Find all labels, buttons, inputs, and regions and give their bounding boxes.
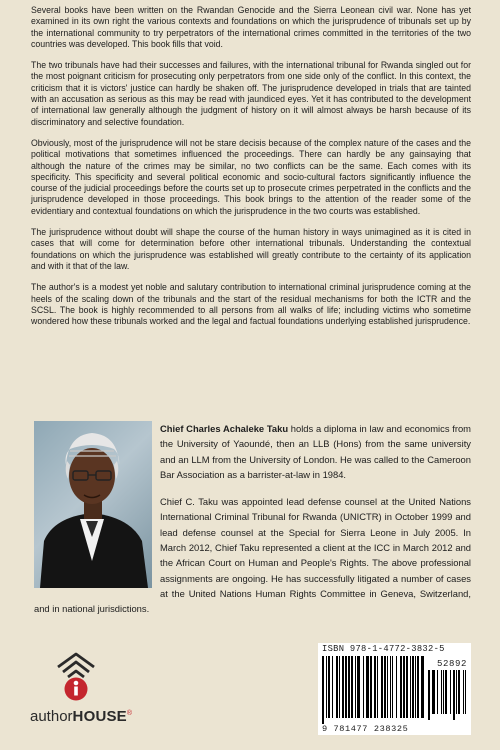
barcode-bar <box>342 656 344 718</box>
barcode-bar <box>410 656 411 718</box>
publisher-logo <box>30 651 133 731</box>
barcode-bar <box>432 670 435 714</box>
blurb-paragraph-2: The two tribunals have had their successes and failures, with the international tribunal for Rwanda singled out for the most poignant criticism for prosecuting only perpetrators from one side only of the conflict. In this context, the criticism that it is victors' justice can hardly be shaken off. The jurisprudence developed in trials that are tainted with an accusation as serious as this may be read with jaundiced eyes. Yet it has contributed to the development of international law generally although the judgment of history on it will almost always be harsh because of its discriminatory and selective foundation. <box>31 60 471 127</box>
barcode-bar <box>441 670 442 714</box>
barcode-bar <box>450 670 451 714</box>
barcode-bar <box>463 670 464 714</box>
ean-barcode-bars <box>322 656 426 724</box>
barcode-bar <box>332 656 333 718</box>
barcode-bar <box>400 656 402 718</box>
barcode-bar <box>390 656 391 718</box>
barcode-bar <box>392 656 393 718</box>
price-code: 52892 <box>436 659 467 669</box>
publisher-wordmark: authorHOUSE® <box>30 708 133 725</box>
isbn-barcode <box>318 643 471 735</box>
barcode-bar <box>374 656 376 718</box>
barcode-bar <box>453 670 455 720</box>
author-name: Chief Charles Achaleke Taku <box>160 423 289 434</box>
barcode-bar <box>465 670 466 714</box>
barcode-bar <box>326 656 327 718</box>
barcode-bar <box>366 656 369 718</box>
barcode-bar <box>381 656 383 718</box>
bio-paragraph-2: Chief C. Taku was appointed lead defense counsel at the United Nations International Criminal Tribunal for Rwanda (UNICTR) in October 1999 and lead defense counsel at the Special for Sierra Leone in July 2005. In March 2012, Chief Taku represented a client at the ICC in March 2012 and the African Court on Human and People's Rights. The above professional assignments are ongoing. He has successfully litigated a number of cases at the United Nations Human Rights Committee in Geneva, Switzerland, and in national jurisdictions. <box>34 496 471 615</box>
bio-paragraph-1-text: holds a diploma in law and economics from the University of Yaoundé, then an LLB (Hons) from the same university and an LLM from the University of London. He was called to the Cameroon Bar Association as a barrister-at-law in 1984. <box>160 423 471 480</box>
isbn-label: ISBN 978-1-4772-3832-5 <box>322 644 445 654</box>
portrait-spacer <box>34 421 160 596</box>
barcode-bar <box>443 670 444 714</box>
blurb-paragraph-1: Several books have been written on the Rwandan Genocide and the Sierra Leonean civil war. None has yet examined in its own right the various contexts and foundations on which the jurisprudence of tribunals set up by the international community to try perpetrators of the international crimes committed in the territories of the two countries was developed. This book fills that void. <box>31 5 471 49</box>
barcode-bar <box>456 670 457 714</box>
barcode-bar <box>458 670 460 714</box>
barcode-bar <box>412 656 414 718</box>
barcode-bar <box>437 670 438 714</box>
addon-barcode-bars <box>428 670 468 724</box>
barcode-bar <box>417 656 419 718</box>
barcode-bar <box>445 670 447 714</box>
barcode-bar <box>363 656 364 718</box>
blurb-paragraph-4: The jurisprudence without doubt will shape the course of the human history in ways unimagined as it is cited in cases that will come for determination before other international tribunals. Understanding the contextual foundations on which the jurisprudence was established will greatly contribute to the certainty of its application and with it that of the law. <box>31 227 471 271</box>
barcode-bar <box>370 656 372 718</box>
author-bio <box>34 421 471 629</box>
barcode-bar <box>357 656 360 718</box>
barcode-digits: 9 781477 238325 <box>322 724 409 734</box>
back-cover-blurb <box>31 5 471 337</box>
barcode-bar <box>339 656 340 718</box>
barcode-bar <box>384 656 386 718</box>
barcode-bar <box>355 656 356 718</box>
barcode-bar <box>387 656 388 718</box>
barcode-bar <box>396 656 397 718</box>
blurb-paragraph-3: Obviously, most of the jurisprudence will not be stare decisis because of the complex nature of the cases and the political motivations that sometimes influenced the proceedings. There can hardly be any gainsaying that although the nature of the crimes may be similar, no two conflicts can be the same. Each comes with its specificity. This specificity and several political economic and socio-cultural factors significantly influence the course of the judicial proceedings before the courts set up to prosecute crimes perpetrated in the conflicts and the jurisprudence developed in those proceedings. This book brings to the attention of the reader some of the evidentiary and contextual foundations on which the jurisprudence in the two courts was established. <box>31 137 471 216</box>
barcode-bar <box>322 656 324 724</box>
barcode-bar <box>421 656 424 718</box>
barcode-bar <box>336 656 338 718</box>
blurb-paragraph-5: The author's is a modest yet noble and salutary contribution to international criminal jurisprudence coming at the heels of the scaling down of the tribunals and the start of the residual mechanisms for both the ICTR and the SCSL. The book is highly recommended to all persons from all walks of life; including victims who sometime wondered how these tribunals worked and the legal and factual foundations underlying established jurisprudence. <box>31 282 471 327</box>
barcode-bar <box>415 656 416 718</box>
authorhouse-house-icon <box>56 651 96 703</box>
barcode-bar <box>406 656 408 718</box>
barcode-bar <box>428 670 430 720</box>
barcode-bar <box>328 656 330 718</box>
barcode-bar <box>351 656 353 718</box>
barcode-bar <box>403 656 405 718</box>
barcode-bar <box>348 656 350 718</box>
barcode-bar <box>377 656 378 718</box>
barcode-bar <box>345 656 347 718</box>
